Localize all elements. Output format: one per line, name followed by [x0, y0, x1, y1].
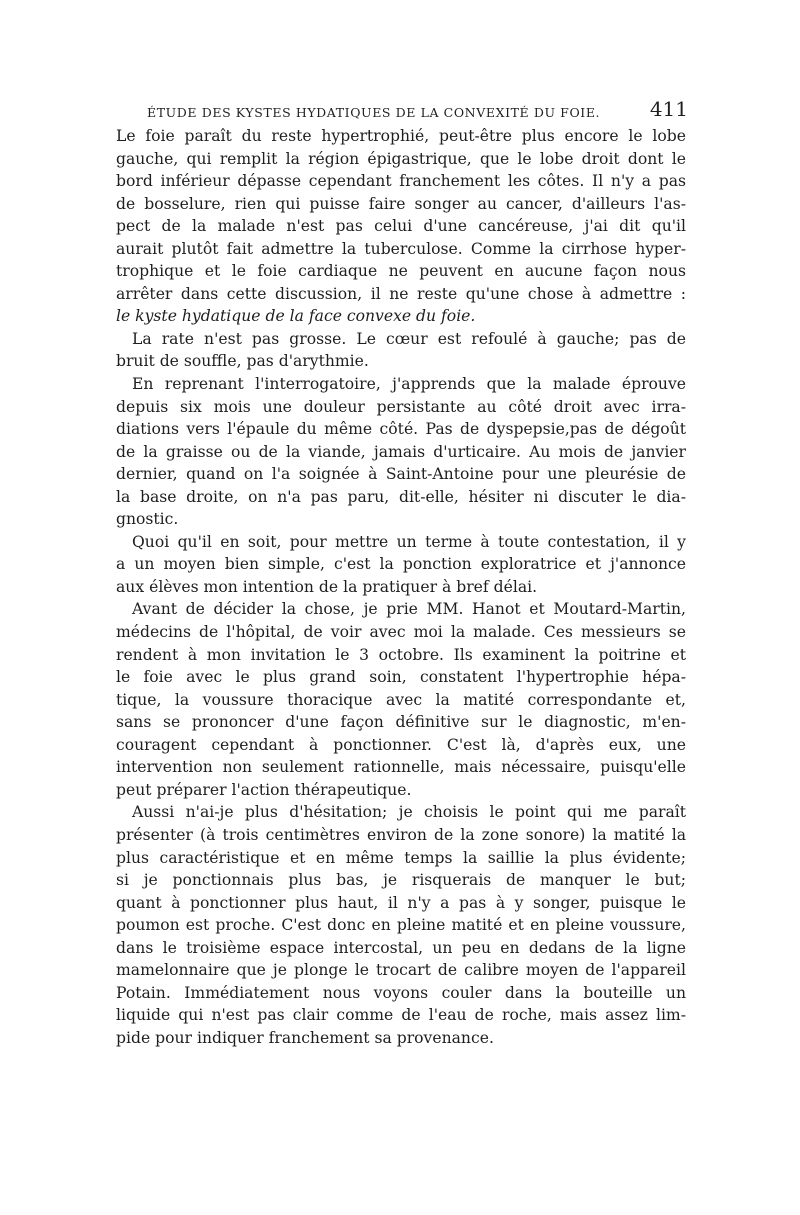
text-line: gauche, qui remplit la région épigastrique, que le lobe droit dont le	[116, 149, 686, 168]
text-line: médecins de l'hôpital, de voir avec moi la malade. Ces messieurs se	[116, 623, 686, 642]
text-line: de bosselure, rien qui puisse faire songer au cancer, d'ailleurs l'as-	[116, 194, 686, 213]
text-line: couragent cependant à ponctionner. C'est là, d'après eux, une	[116, 735, 686, 754]
text-line: sans se prononcer d'une façon définitive sur le diagnostic, m'en-	[116, 713, 686, 732]
text-line: intervention non seulement rationnelle, mais nécessaire, puisqu'elle	[116, 758, 686, 777]
text-line: aurait plutôt fait admettre la tuberculose. Comme la cirrhose hyper-	[116, 239, 686, 258]
text-line: Aussi n'ai-je plus d'hésitation; je choisis le point qui me paraît	[132, 803, 686, 822]
text-line: dans le troisième espace intercostal, un peu en dedans de la ligne	[116, 938, 686, 957]
text-line: présenter (à trois centimètres environ de la zone sonore) la matité la	[116, 825, 686, 844]
text-line: quant à ponctionner plus haut, il n'y a pas à y songer, puisque le	[116, 893, 686, 912]
text-line: Potain. Immédiatement nous voyons couler dans la bouteille un	[116, 983, 686, 1002]
text-line: Le foie paraît du reste hypertrophié, peut-être plus encore le lobe	[116, 127, 686, 145]
text-line: Quoi qu'il en soit, pour mettre un terme à toute contestation, il y	[132, 532, 686, 551]
running-title: ÉTUDE DES KYSTES HYDATIQUES DE LA CONVEXITÉ DU FOIE.	[147, 105, 601, 120]
text-line: dernier, quand on l'a soignée à Saint-Antoine pour une pleurésie de	[116, 465, 686, 484]
text-line: En reprenant l'interrogatoire, j'apprends que la malade éprouve	[132, 375, 686, 394]
text-line: rendent à mon invitation le 3 octobre. Ils examinent la poitrine et	[116, 645, 686, 664]
text-line: bruit de souffle, pas d'arythmie.	[116, 352, 369, 371]
text-line: depuis six mois une douleur persistante au côté droit avec irra-	[116, 397, 686, 416]
text-line: le foie avec le plus grand soin, constatent l'hypertrophie hépa-	[116, 668, 686, 687]
text-line: tique, la voussure thoracique avec la matité correspondante et,	[116, 690, 686, 709]
text-line: mamelonnaire que je plonge le trocart de calibre moyen de l'appareil	[116, 961, 686, 980]
text-line: arrêter dans cette discussion, il ne reste qu'une chose à admettre :	[116, 284, 686, 303]
text-line: le kyste hydatique de la face convexe du foie.	[116, 307, 476, 326]
text-line: peut préparer l'action thérapeutique.	[116, 780, 412, 799]
text-line: pect de la malade n'est pas celui d'une cancéreuse, j'ai dit qu'il	[116, 217, 686, 236]
text-line: la base droite, on n'a pas paru, dit-elle, hésiter ni discuter le dia-	[116, 487, 686, 506]
text-line: bord inférieur dépasse cependant franchement les côtes. Il n'y a pas	[116, 172, 686, 191]
text-line: gnostic.	[116, 510, 179, 529]
text-line: plus caractéristique et en même temps la saillie la plus évidente;	[116, 848, 686, 867]
text-line: pide pour indiquer franchement sa provenance.	[116, 1028, 494, 1047]
text-line: aux élèves mon intention de la pratiquer à bref délai.	[116, 577, 538, 596]
text-line: Avant de décider la chose, je prie MM. Hanot et Moutard-Martin,	[132, 600, 686, 619]
text-line: de la graisse ou de la viande, jamais d'urticaire. Au mois de janvier	[116, 442, 686, 461]
text-line: trophique et le foie cardiaque ne peuvent en aucune façon nous	[116, 262, 686, 281]
body-text	[116, 125, 686, 1049]
text-line: diations vers l'épaule du même côté. Pas de dyspepsie,pas de dégoût	[116, 420, 686, 439]
text-line: si je ponctionnais plus bas, je risquerais de manquer le but;	[116, 871, 686, 890]
text-line: a un moyen bien simple, c'est la ponction exploratrice et j'annonce	[116, 555, 686, 574]
page-number: 411	[649, 97, 688, 121]
text-line: La rate n'est pas grosse. Le cœur est refoulé à gauche; pas de	[132, 329, 686, 348]
text-line: liquide qui n'est pas clair comme de l'eau de roche, mais assez lim-	[116, 1006, 686, 1025]
text-line: poumon est proche. C'est donc en pleine matité et en pleine voussure,	[116, 916, 686, 935]
